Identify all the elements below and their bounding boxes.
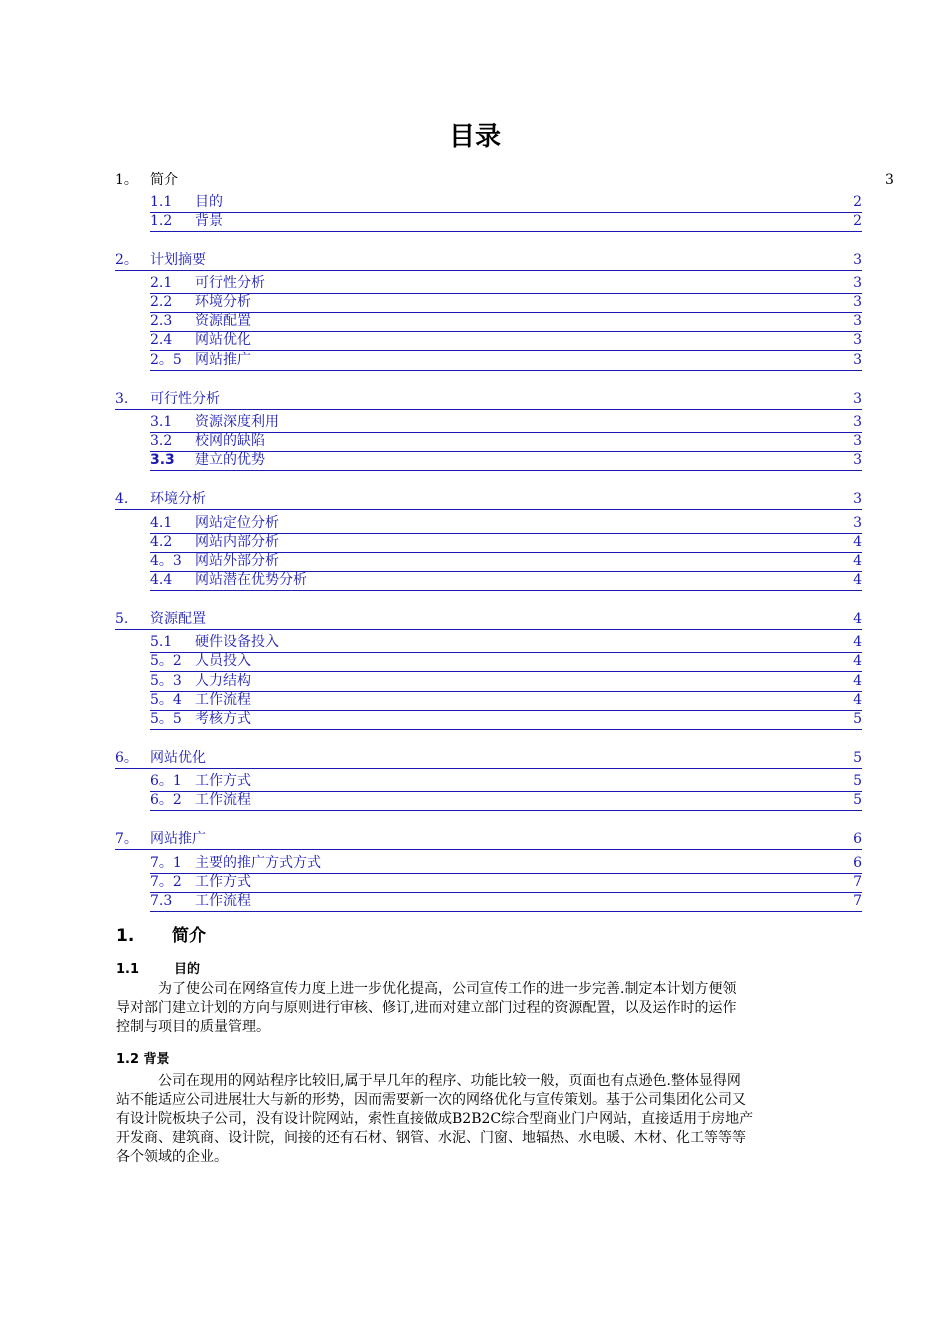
toc-number: 7。2	[150, 874, 182, 890]
toc-subentry[interactable]	[150, 414, 862, 433]
toc-subentry[interactable]	[150, 433, 862, 452]
toc-subentry[interactable]	[150, 653, 862, 672]
toc-number: 6。	[115, 750, 138, 766]
toc-number: 2.4	[150, 332, 173, 348]
paragraph-line: 公司在现用的网站程序比较旧,属于早几年的程序、功能比较一般，页面也有点逊色.整体显得网	[158, 1073, 741, 1089]
toc-label: 建立的优势	[195, 452, 265, 468]
toc-label: 工作流程	[195, 692, 251, 708]
section-number: 1.1	[116, 962, 140, 977]
toc-subentry[interactable]	[150, 673, 862, 692]
toc-number: 3.1	[150, 414, 173, 430]
toc-subentry[interactable]	[150, 634, 862, 653]
toc-subentry[interactable]	[150, 572, 862, 591]
toc-page-number: 4	[853, 534, 862, 550]
toc-label: 人员投入	[195, 653, 251, 669]
toc-page-number: 2	[853, 194, 862, 210]
toc-subentry[interactable]	[150, 294, 862, 313]
section-heading-1	[116, 921, 206, 946]
toc-entry[interactable]	[115, 391, 862, 410]
toc-number: 3.	[115, 391, 129, 407]
toc-subentry[interactable]	[150, 275, 862, 294]
toc-subentry[interactable]	[150, 313, 862, 332]
paragraph-background	[116, 1072, 836, 1167]
toc-label: 人力结构	[195, 673, 251, 689]
toc-page-number: 4	[853, 634, 862, 650]
toc-page-number: 3	[853, 433, 862, 449]
toc-label: 计划摘要	[150, 252, 206, 268]
toc-number: 4.1	[150, 515, 173, 531]
toc-number: 5.1	[150, 634, 173, 650]
toc-number: 2.2	[150, 294, 173, 310]
toc-entry[interactable]	[115, 831, 862, 850]
toc-entry[interactable]	[115, 750, 862, 769]
toc-number: 4.2	[150, 534, 173, 550]
toc-subentry[interactable]	[150, 213, 862, 232]
paragraph-line: 站不能适应公司进展壮大与新的形势，因而需要新一次的网络优化与宣传策划。基于公司集团化公司又	[116, 1092, 746, 1108]
toc-label: 简介	[150, 172, 178, 188]
paragraph-line: 开发商、建筑商、设计院，间接的还有石材、钢管、水泥、门窗、地辐热、水电暖、木材、化工等等等	[116, 1130, 746, 1146]
toc-page-number: 3	[853, 252, 862, 268]
toc-page-number: 3	[853, 332, 862, 348]
toc-subentry[interactable]	[150, 332, 862, 351]
section-heading-1-1	[116, 958, 200, 977]
toc-label: 工作流程	[195, 893, 251, 909]
toc-subentry[interactable]	[150, 792, 862, 811]
toc-number: 4。3	[150, 553, 182, 569]
toc-entry[interactable]	[115, 611, 862, 630]
toc-page-number: 4	[853, 653, 862, 669]
toc-label: 工作方式	[195, 874, 251, 890]
toc-number: 2。	[115, 252, 138, 268]
toc-number: 2.3	[150, 313, 173, 329]
toc-subentry[interactable]	[150, 711, 862, 730]
toc-label: 可行性分析	[195, 275, 265, 291]
toc-label: 主要的推广方式方式	[195, 855, 321, 871]
section-heading-1-2	[116, 1048, 170, 1067]
toc-subentry[interactable]	[150, 855, 862, 874]
toc-label: 网站定位分析	[195, 515, 279, 531]
toc-page-number: 7	[853, 893, 862, 909]
toc-subentry[interactable]	[150, 874, 862, 893]
toc-page-number: 4	[853, 553, 862, 569]
paragraph-purpose	[116, 980, 836, 1037]
toc-number: 2.1	[150, 275, 173, 291]
toc-page-number: 3	[853, 294, 862, 310]
toc-page-number: 3	[853, 515, 862, 531]
toc-number: 5。5	[150, 711, 182, 727]
toc-page-number: 3	[853, 313, 862, 329]
toc-subentry[interactable]	[150, 534, 862, 553]
toc-subentry[interactable]	[150, 553, 862, 572]
toc-label: 网站优化	[195, 332, 251, 348]
toc-number: 6。1	[150, 773, 182, 789]
toc-number: 7。	[115, 831, 138, 847]
toc-page-number: 6	[853, 855, 862, 871]
toc-subentry[interactable]	[150, 773, 862, 792]
toc-number: 4.	[115, 491, 129, 507]
toc-page-number: 3	[853, 491, 862, 507]
toc-label: 考核方式	[195, 711, 251, 727]
toc-label: 网站潜在优势分析	[195, 572, 307, 588]
section-title: 简介	[172, 926, 206, 946]
toc-label: 可行性分析	[150, 391, 220, 407]
toc-label: 环境分析	[150, 491, 206, 507]
toc-number: 4.4	[150, 572, 173, 588]
toc-label: 网站推广	[195, 352, 251, 368]
toc-number: 7。1	[150, 855, 182, 871]
toc-label: 网站外部分析	[195, 553, 279, 569]
toc-page-number: 3	[853, 452, 862, 468]
toc-number: 7.3	[150, 893, 173, 909]
paragraph-line: 导对部门建立计划的方向与原则进行审核、修订,进而对建立部门过程的资源配置，以及运作时的运作	[116, 1000, 737, 1016]
toc-page-number: 5	[853, 711, 862, 727]
toc-label: 硬件设备投入	[195, 634, 279, 650]
paragraph-line: 各个领域的企业。	[116, 1149, 228, 1165]
toc-page-number: 6	[853, 831, 862, 847]
toc-number: 6。2	[150, 792, 182, 808]
toc-page-number: 4	[853, 611, 862, 627]
toc-number: 5.	[115, 611, 129, 627]
toc-number: 5。4	[150, 692, 182, 708]
toc-number: 1.1	[150, 194, 173, 210]
toc-subentry[interactable]	[150, 452, 862, 471]
paragraph-line: 控制与项目的质量管理。	[116, 1019, 270, 1035]
toc-label: 资源配置	[150, 611, 206, 627]
toc-number: 1。	[115, 172, 138, 188]
toc-label: 网站内部分析	[195, 534, 279, 550]
toc-subentry[interactable]	[150, 893, 862, 912]
toc-page-number: 5	[853, 773, 862, 789]
section-title: 1.2 背景	[116, 1052, 170, 1067]
toc-page-number: 3	[853, 391, 862, 407]
toc-page-number: 4	[853, 572, 862, 588]
toc-label: 工作流程	[195, 792, 251, 808]
toc-label: 目的	[195, 194, 223, 210]
toc-number: 2。5	[150, 352, 182, 368]
toc-label: 工作方式	[195, 773, 251, 789]
toc-page-number: 3	[885, 172, 894, 188]
toc-page-number: 7	[853, 874, 862, 890]
toc-label: 资源配置	[195, 313, 251, 329]
toc-page-number: 3	[853, 352, 862, 368]
toc-number: 3.2	[150, 433, 173, 449]
toc-subentry[interactable]	[150, 515, 862, 534]
toc-subentry[interactable]	[150, 692, 862, 711]
toc-page-number: 5	[853, 750, 862, 766]
toc-page-number: 2	[853, 213, 862, 229]
toc-page-number: 5	[853, 792, 862, 808]
toc-label: 网站优化	[150, 750, 206, 766]
section-number: 1.	[116, 926, 135, 946]
toc-page-number: 3	[853, 414, 862, 430]
paragraph-line: 有设计院板块子公司，没有设计院网站，索性直接做成B2B2C综合型商业门户网站，直接适用于房地产	[116, 1111, 754, 1127]
toc-label: 校网的缺陷	[195, 433, 265, 449]
toc-label: 资源深度利用	[195, 414, 279, 430]
paragraph-line: 为了使公司在网络宣传力度上进一步优化提高，公司宣传工作的进一步完善.制定本计划方便领	[158, 981, 737, 997]
toc-label: 网站推广	[150, 831, 206, 847]
toc-page-number: 3	[853, 275, 862, 291]
toc-entry[interactable]	[115, 491, 862, 510]
toc-title: 目录	[448, 122, 501, 152]
toc-subentry[interactable]	[150, 194, 862, 213]
toc-entry[interactable]	[115, 252, 862, 271]
toc-number: 3.3	[150, 452, 175, 468]
toc-label: 环境分析	[195, 294, 251, 310]
toc-label: 背景	[195, 213, 223, 229]
toc-number: 5。3	[150, 673, 182, 689]
toc-page-number: 4	[853, 673, 862, 689]
section-title: 目的	[174, 962, 201, 977]
toc-number: 1.2	[150, 213, 173, 229]
toc-page-number: 4	[853, 692, 862, 708]
toc-entry	[115, 172, 894, 190]
toc-number: 5。2	[150, 653, 182, 669]
toc-subentry[interactable]	[150, 352, 862, 371]
